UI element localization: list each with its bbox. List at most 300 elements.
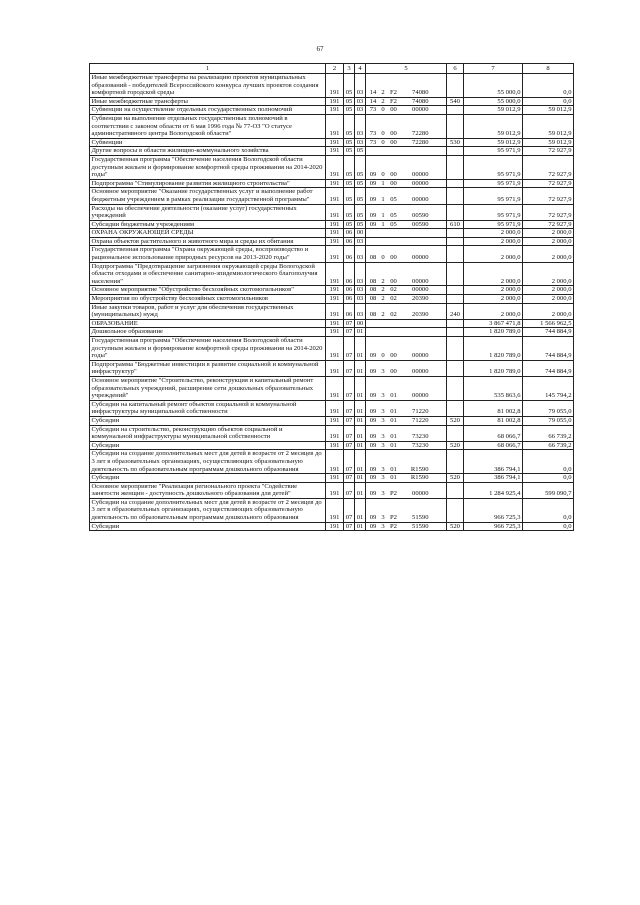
table-row [90, 450, 574, 474]
row-section: 07 [344, 482, 355, 498]
target-article-part: 05 [390, 212, 397, 220]
row-section: 05 [344, 204, 355, 220]
target-article-part: F2 [390, 89, 397, 97]
row-amount-2020: 59 012,9 [523, 114, 574, 138]
row-target-article [366, 106, 447, 115]
target-article-part: 73230 [412, 441, 429, 449]
target-article-part: 02 [390, 286, 397, 294]
row-name: Иные закупки товаров, работ и услуг для обеспечения государственных (муниципальных) нужд [90, 303, 326, 319]
target-article-part: 00 [390, 254, 397, 262]
target-article-part: 09 [369, 408, 377, 416]
target-article-part: 2 [381, 295, 385, 303]
table-body [90, 74, 574, 531]
target-article-part: 09 [369, 514, 377, 522]
row-name: Субвенции [90, 138, 326, 147]
table-row [90, 229, 574, 238]
row-section: 07 [344, 498, 355, 522]
table-row [90, 482, 574, 498]
row-name: Подпрограмма "Стимулирование развития жилищного строительства" [90, 179, 326, 188]
row-name: Государственная программа "Обеспечение населения Вологодской области доступным жильем и формирование комфортной среды проживания на 2014-2020 годы" [90, 337, 326, 361]
row-name: Субвенции на осуществление отдельных государственных полномочий [90, 106, 326, 115]
row-expense-type [447, 204, 464, 220]
row-amount-2019: 68 066,7 [464, 441, 523, 450]
row-target-article [366, 441, 447, 450]
target-article-part: 51590 [412, 514, 429, 522]
table-row [90, 246, 574, 262]
row-grbs: 191 [326, 425, 344, 441]
row-amount-2020: 59 012,9 [523, 106, 574, 115]
table-row [90, 360, 574, 376]
target-article-part: P2 [390, 514, 397, 522]
row-subsection: 03 [355, 74, 366, 98]
row-subsection: 01 [355, 360, 366, 376]
table-row [90, 155, 574, 179]
row-subsection: 03 [355, 97, 366, 106]
row-subsection: 01 [355, 425, 366, 441]
target-article-part: 08 [369, 311, 377, 319]
row-name: Субсидии на создание дополнительных мест для детей в возрасте от 2 месяцев до 3 лет в образовательных организациях, осуществляющих образовательную деятельность по образовательным программам дошкольного образования [90, 498, 326, 522]
row-subsection: 00 [355, 319, 366, 328]
row-section: 07 [344, 425, 355, 441]
target-article-part: 00 [390, 368, 397, 376]
row-amount-2019: 95 971,9 [464, 220, 523, 229]
row-amount-2019: 68 066,7 [464, 425, 523, 441]
row-grbs: 191 [326, 229, 344, 238]
target-article-part: 0 [381, 130, 385, 138]
row-amount-2019: 59 012,9 [464, 138, 523, 147]
target-article-part: 05 [390, 220, 397, 228]
row-target-article [366, 522, 447, 531]
row-expense-type [447, 229, 464, 238]
row-grbs: 191 [326, 97, 344, 106]
target-article-part: 00000 [412, 171, 429, 179]
target-article-part: 09 [369, 212, 377, 220]
row-expense-type: 520 [447, 441, 464, 450]
target-article-part: 20390 [412, 311, 429, 319]
row-grbs: 191 [326, 262, 344, 286]
row-amount-2020: 0,0 [523, 474, 574, 483]
row-amount-2019: 2 000,0 [464, 237, 523, 246]
table-row [90, 179, 574, 188]
row-name: Расходы на обеспечение деятельности (оказание услуг) государственных учреждений [90, 204, 326, 220]
row-name: Основное мероприятие "Обустройство бесхозяйных скотомогильников" [90, 286, 326, 295]
row-subsection: 03 [355, 246, 366, 262]
table-row [90, 498, 574, 522]
row-name: Охрана объектов растительного и животного мира и среды их обитания [90, 237, 326, 246]
table-row [90, 441, 574, 450]
row-section: 07 [344, 400, 355, 416]
row-subsection: 03 [355, 237, 366, 246]
row-grbs: 191 [326, 482, 344, 498]
row-expense-type [447, 286, 464, 295]
row-amount-2019: 59 012,9 [464, 106, 523, 115]
target-article-part: 00 [390, 138, 397, 146]
row-section: 05 [344, 138, 355, 147]
table-row [90, 337, 574, 361]
row-expense-type [447, 400, 464, 416]
row-expense-type: 520 [447, 522, 464, 531]
row-amount-2019: 535 863,6 [464, 376, 523, 400]
target-article-part: 00000 [412, 106, 429, 114]
row-name: Субсидии на капитальный ремонт объектов социальной и коммунальной инфраструктуры муниципальной собственности [90, 400, 326, 416]
row-section: 05 [344, 106, 355, 115]
row-amount-2020: 0,0 [523, 97, 574, 106]
header-cell: 7 [464, 64, 523, 74]
target-article-part: 09 [369, 220, 377, 228]
row-target-article [366, 220, 447, 229]
table-row [90, 262, 574, 286]
row-amount-2020: 2 000,0 [523, 286, 574, 295]
row-amount-2019: 81 002,8 [464, 416, 523, 425]
table-row [90, 522, 574, 531]
row-amount-2019: 2 000,0 [464, 295, 523, 304]
row-subsection: 05 [355, 188, 366, 204]
target-article-part: 08 [369, 254, 377, 262]
row-name: Государственная программа "Обеспечение населения Вологодской области доступным жильем и формирование комфортной среды проживания на 2014-2020 годы" [90, 155, 326, 179]
target-article-part: 0 [381, 106, 385, 114]
row-subsection: 00 [355, 229, 366, 238]
row-expense-type: 520 [447, 416, 464, 425]
row-amount-2020: 599 090,7 [523, 482, 574, 498]
table-row [90, 425, 574, 441]
table-row [90, 376, 574, 400]
row-amount-2020: 72 927,9 [523, 220, 574, 229]
target-article-part: 00000 [412, 254, 429, 262]
target-article-part: 3 [381, 368, 385, 376]
target-article-part: 73230 [412, 433, 429, 441]
row-name: Субсидии на строительство, реконструкцию объектов социальной и коммунальной инфраструктуры муниципальной собственности [90, 425, 326, 441]
row-expense-type [447, 147, 464, 156]
target-article-part: 0 [381, 254, 385, 262]
row-amount-2020: 0,0 [523, 450, 574, 474]
row-grbs: 191 [326, 441, 344, 450]
row-target-article [366, 482, 447, 498]
row-grbs: 191 [326, 188, 344, 204]
row-grbs: 191 [326, 337, 344, 361]
row-section: 05 [344, 188, 355, 204]
target-article-part: 01 [390, 392, 397, 400]
row-target-article [366, 295, 447, 304]
table-row [90, 237, 574, 246]
target-article-part: 08 [369, 286, 377, 294]
row-grbs: 191 [326, 246, 344, 262]
row-section: 07 [344, 416, 355, 425]
row-expense-type [447, 179, 464, 188]
target-article-part: 00000 [412, 490, 429, 498]
row-grbs: 191 [326, 360, 344, 376]
target-article-part: 3 [381, 416, 385, 424]
table-row [90, 138, 574, 147]
row-expense-type [447, 295, 464, 304]
row-grbs: 191 [326, 106, 344, 115]
row-amount-2019: 55 000,0 [464, 74, 523, 98]
row-target-article [366, 425, 447, 441]
row-section: 05 [344, 97, 355, 106]
table-row [90, 286, 574, 295]
row-subsection: 01 [355, 522, 366, 531]
row-name: Государственная программа "Охрана окружающей среды, воспроизводство и рациональное использование природных ресурсов на 2013-2020 годы" [90, 246, 326, 262]
row-amount-2020: 2 000,0 [523, 229, 574, 238]
header-cell: 2 [326, 64, 344, 74]
row-target-article [366, 286, 447, 295]
row-section: 07 [344, 319, 355, 328]
target-article-part: 3 [381, 465, 385, 473]
target-article-part: 3 [381, 408, 385, 416]
row-expense-type [447, 482, 464, 498]
table-row [90, 106, 574, 115]
row-amount-2019: 966 725,3 [464, 522, 523, 531]
target-article-part: 09 [369, 352, 377, 360]
row-subsection: 01 [355, 328, 366, 337]
target-article-part: 00 [390, 352, 397, 360]
row-expense-type [447, 237, 464, 246]
target-article-part: 73 [369, 130, 377, 138]
row-subsection: 03 [355, 286, 366, 295]
target-article-part: 09 [369, 522, 377, 530]
target-article-part: 2 [381, 286, 385, 294]
row-section: 07 [344, 337, 355, 361]
row-amount-2020: 66 739,2 [523, 425, 574, 441]
row-name: Субвенция на выполнение отдельных государственных полномочий в соответствии с законом области от 6 мая 1996 года № 77-ОЗ "О статусе административного центра Вологодской области" [90, 114, 326, 138]
row-amount-2019: 2 000,0 [464, 262, 523, 286]
target-article-part: 0 [381, 352, 385, 360]
row-grbs: 191 [326, 400, 344, 416]
target-article-part: 1 [381, 195, 385, 203]
target-article-part: 74080 [412, 89, 429, 97]
row-section: 07 [344, 522, 355, 531]
target-article-part: 2 [381, 89, 385, 97]
row-section: 05 [344, 155, 355, 179]
table-row [90, 114, 574, 138]
target-article-part: 1 [381, 220, 385, 228]
header-cell: 3 [344, 64, 355, 74]
row-amount-2019: 2 000,0 [464, 286, 523, 295]
target-article-part: 09 [369, 179, 377, 187]
row-amount-2019: 1 820 789,0 [464, 360, 523, 376]
target-article-part: 1 [381, 212, 385, 220]
row-target-article [366, 188, 447, 204]
row-grbs: 191 [326, 138, 344, 147]
row-subsection: 03 [355, 114, 366, 138]
row-name: Иные межбюджетные трансферты на реализацию проектов муниципальных образований - победителей Всероссийского конкурса лучших проектов создания комфортной городской среды [90, 74, 326, 98]
row-amount-2019: 1 820 789,0 [464, 328, 523, 337]
row-section: 05 [344, 179, 355, 188]
target-article-part: 09 [369, 433, 377, 441]
table-row [90, 319, 574, 328]
row-grbs: 191 [326, 450, 344, 474]
target-article-part: 14 [369, 89, 377, 97]
row-expense-type [447, 319, 464, 328]
row-name: Основное мероприятие "Реализация регионального проекта "Содействие занятости женщин - доступность дошкольного образования для детей" [90, 482, 326, 498]
row-name: Подпрограмма "Предотвращение загрязнения окружающей среды Вологодской области отходами и обеспечение санитарно-эпидемиологического благополучия населения" [90, 262, 326, 286]
target-article-part: 02 [390, 295, 397, 303]
row-amount-2019: 2 000,0 [464, 229, 523, 238]
row-amount-2020: 59 012,9 [523, 138, 574, 147]
row-name: Дошкольное образование [90, 328, 326, 337]
target-article-part: 09 [369, 465, 377, 473]
target-article-part: 3 [381, 392, 385, 400]
row-name: Основное мероприятие "Строительство, реконструкция и капитальный ремонт образовательных учреждений, расширение сети дошкольных образовательных учреждений" [90, 376, 326, 400]
row-expense-type: 240 [447, 303, 464, 319]
target-article-part: 09 [369, 195, 377, 203]
row-target-article [366, 229, 447, 238]
row-amount-2020: 79 055,0 [523, 416, 574, 425]
target-article-part: 00000 [412, 179, 429, 187]
row-name: Иные межбюджетные трансферты [90, 97, 326, 106]
target-article-part: 3 [381, 514, 385, 522]
row-amount-2020: 2 000,0 [523, 303, 574, 319]
row-grbs: 191 [326, 376, 344, 400]
row-subsection: 05 [355, 204, 366, 220]
target-article-part: 0 [381, 171, 385, 179]
target-article-part: 00 [390, 277, 397, 285]
row-amount-2020: 0,0 [523, 498, 574, 522]
target-article-part: 01 [390, 441, 397, 449]
target-article-part: 2 [381, 97, 385, 105]
row-expense-type: 530 [447, 138, 464, 147]
row-amount-2020: 72 927,9 [523, 204, 574, 220]
row-amount-2019: 95 971,9 [464, 179, 523, 188]
target-article-part: 3 [381, 441, 385, 449]
table-row [90, 220, 574, 229]
row-section: 07 [344, 441, 355, 450]
row-target-article [366, 246, 447, 262]
table-row [90, 204, 574, 220]
row-amount-2020: 72 927,9 [523, 155, 574, 179]
table-row [90, 328, 574, 337]
row-grbs: 191 [326, 114, 344, 138]
row-expense-type [447, 188, 464, 204]
target-article-part: 3 [381, 433, 385, 441]
target-article-part: 3 [381, 490, 385, 498]
target-article-part: 00000 [412, 286, 429, 294]
row-expense-type [447, 360, 464, 376]
target-article-part: 09 [369, 474, 377, 482]
row-section: 07 [344, 474, 355, 483]
row-amount-2019: 386 794,1 [464, 474, 523, 483]
target-article-part: 09 [369, 416, 377, 424]
row-section: 07 [344, 328, 355, 337]
row-section: 06 [344, 303, 355, 319]
target-article-part: 01 [390, 408, 397, 416]
target-article-part: P2 [390, 522, 397, 530]
target-article-part: 71220 [412, 416, 429, 424]
row-expense-type [447, 106, 464, 115]
row-grbs: 191 [326, 319, 344, 328]
row-amount-2020: 66 739,2 [523, 441, 574, 450]
row-section: 06 [344, 262, 355, 286]
table-row [90, 416, 574, 425]
row-name: Подпрограмма "Бюджетные инвестиции в развитие социальной и коммунальной инфраструктур" [90, 360, 326, 376]
target-article-part: 73 [369, 138, 377, 146]
row-amount-2020: 145 794,2 [523, 376, 574, 400]
row-grbs: 191 [326, 147, 344, 156]
row-target-article [366, 237, 447, 246]
target-article-part: 09 [369, 441, 377, 449]
row-target-article [366, 376, 447, 400]
row-amount-2020: 2 000,0 [523, 262, 574, 286]
row-target-article [366, 204, 447, 220]
row-target-article [366, 114, 447, 138]
target-article-part: 00 [390, 171, 397, 179]
target-article-part: 00000 [412, 195, 429, 203]
target-article-part: 02 [390, 311, 397, 319]
row-section: 05 [344, 147, 355, 156]
row-subsection: 05 [355, 220, 366, 229]
target-article-part: 3 [381, 522, 385, 530]
row-expense-type [447, 74, 464, 98]
target-article-part: 01 [390, 433, 397, 441]
row-amount-2020: 72 927,9 [523, 147, 574, 156]
target-article-part: 08 [369, 277, 377, 285]
table-row [90, 400, 574, 416]
target-article-part: 09 [369, 490, 377, 498]
row-subsection: 01 [355, 337, 366, 361]
row-name: Субсидии [90, 474, 326, 483]
target-article-part: 73 [369, 106, 377, 114]
row-grbs: 191 [326, 155, 344, 179]
row-target-article [366, 474, 447, 483]
target-article-part: 01 [390, 474, 397, 482]
row-target-article [366, 138, 447, 147]
table-row [90, 147, 574, 156]
row-grbs: 191 [326, 328, 344, 337]
row-amount-2020: 2 000,0 [523, 237, 574, 246]
row-section: 06 [344, 229, 355, 238]
row-section: 06 [344, 246, 355, 262]
row-amount-2019: 1 284 925,4 [464, 482, 523, 498]
target-article-part: 00000 [412, 277, 429, 285]
row-amount-2019: 95 971,9 [464, 155, 523, 179]
row-expense-type [447, 376, 464, 400]
header-cell: 6 [447, 64, 464, 74]
target-article-part: F2 [390, 97, 397, 105]
row-target-article [366, 328, 447, 337]
row-grbs: 191 [326, 474, 344, 483]
target-article-part: 09 [369, 368, 377, 376]
target-article-part: 00 [390, 106, 397, 114]
row-subsection: 03 [355, 106, 366, 115]
row-grbs: 191 [326, 416, 344, 425]
row-name: Субсидии [90, 522, 326, 531]
row-subsection: 05 [355, 179, 366, 188]
row-subsection: 01 [355, 482, 366, 498]
row-amount-2019: 81 002,8 [464, 400, 523, 416]
row-target-article [366, 97, 447, 106]
target-article-part: 00590 [412, 220, 429, 228]
row-amount-2019: 95 971,9 [464, 204, 523, 220]
row-expense-type [447, 425, 464, 441]
row-expense-type: 520 [447, 474, 464, 483]
row-expense-type: 610 [447, 220, 464, 229]
row-amount-2020: 744 884,9 [523, 337, 574, 361]
row-grbs: 191 [326, 295, 344, 304]
target-article-part: 00000 [412, 352, 429, 360]
row-target-article [366, 179, 447, 188]
table-row [90, 74, 574, 98]
row-section: 06 [344, 286, 355, 295]
row-subsection: 05 [355, 155, 366, 179]
target-article-part: 00000 [412, 368, 429, 376]
target-article-part: 09 [369, 392, 377, 400]
row-target-article [366, 416, 447, 425]
row-name: Мероприятия по обустройству бесхозяйных скотомогильников [90, 295, 326, 304]
row-target-article [366, 155, 447, 179]
row-expense-type [447, 328, 464, 337]
table-row [90, 295, 574, 304]
table-row [90, 303, 574, 319]
target-article-part: 71220 [412, 408, 429, 416]
